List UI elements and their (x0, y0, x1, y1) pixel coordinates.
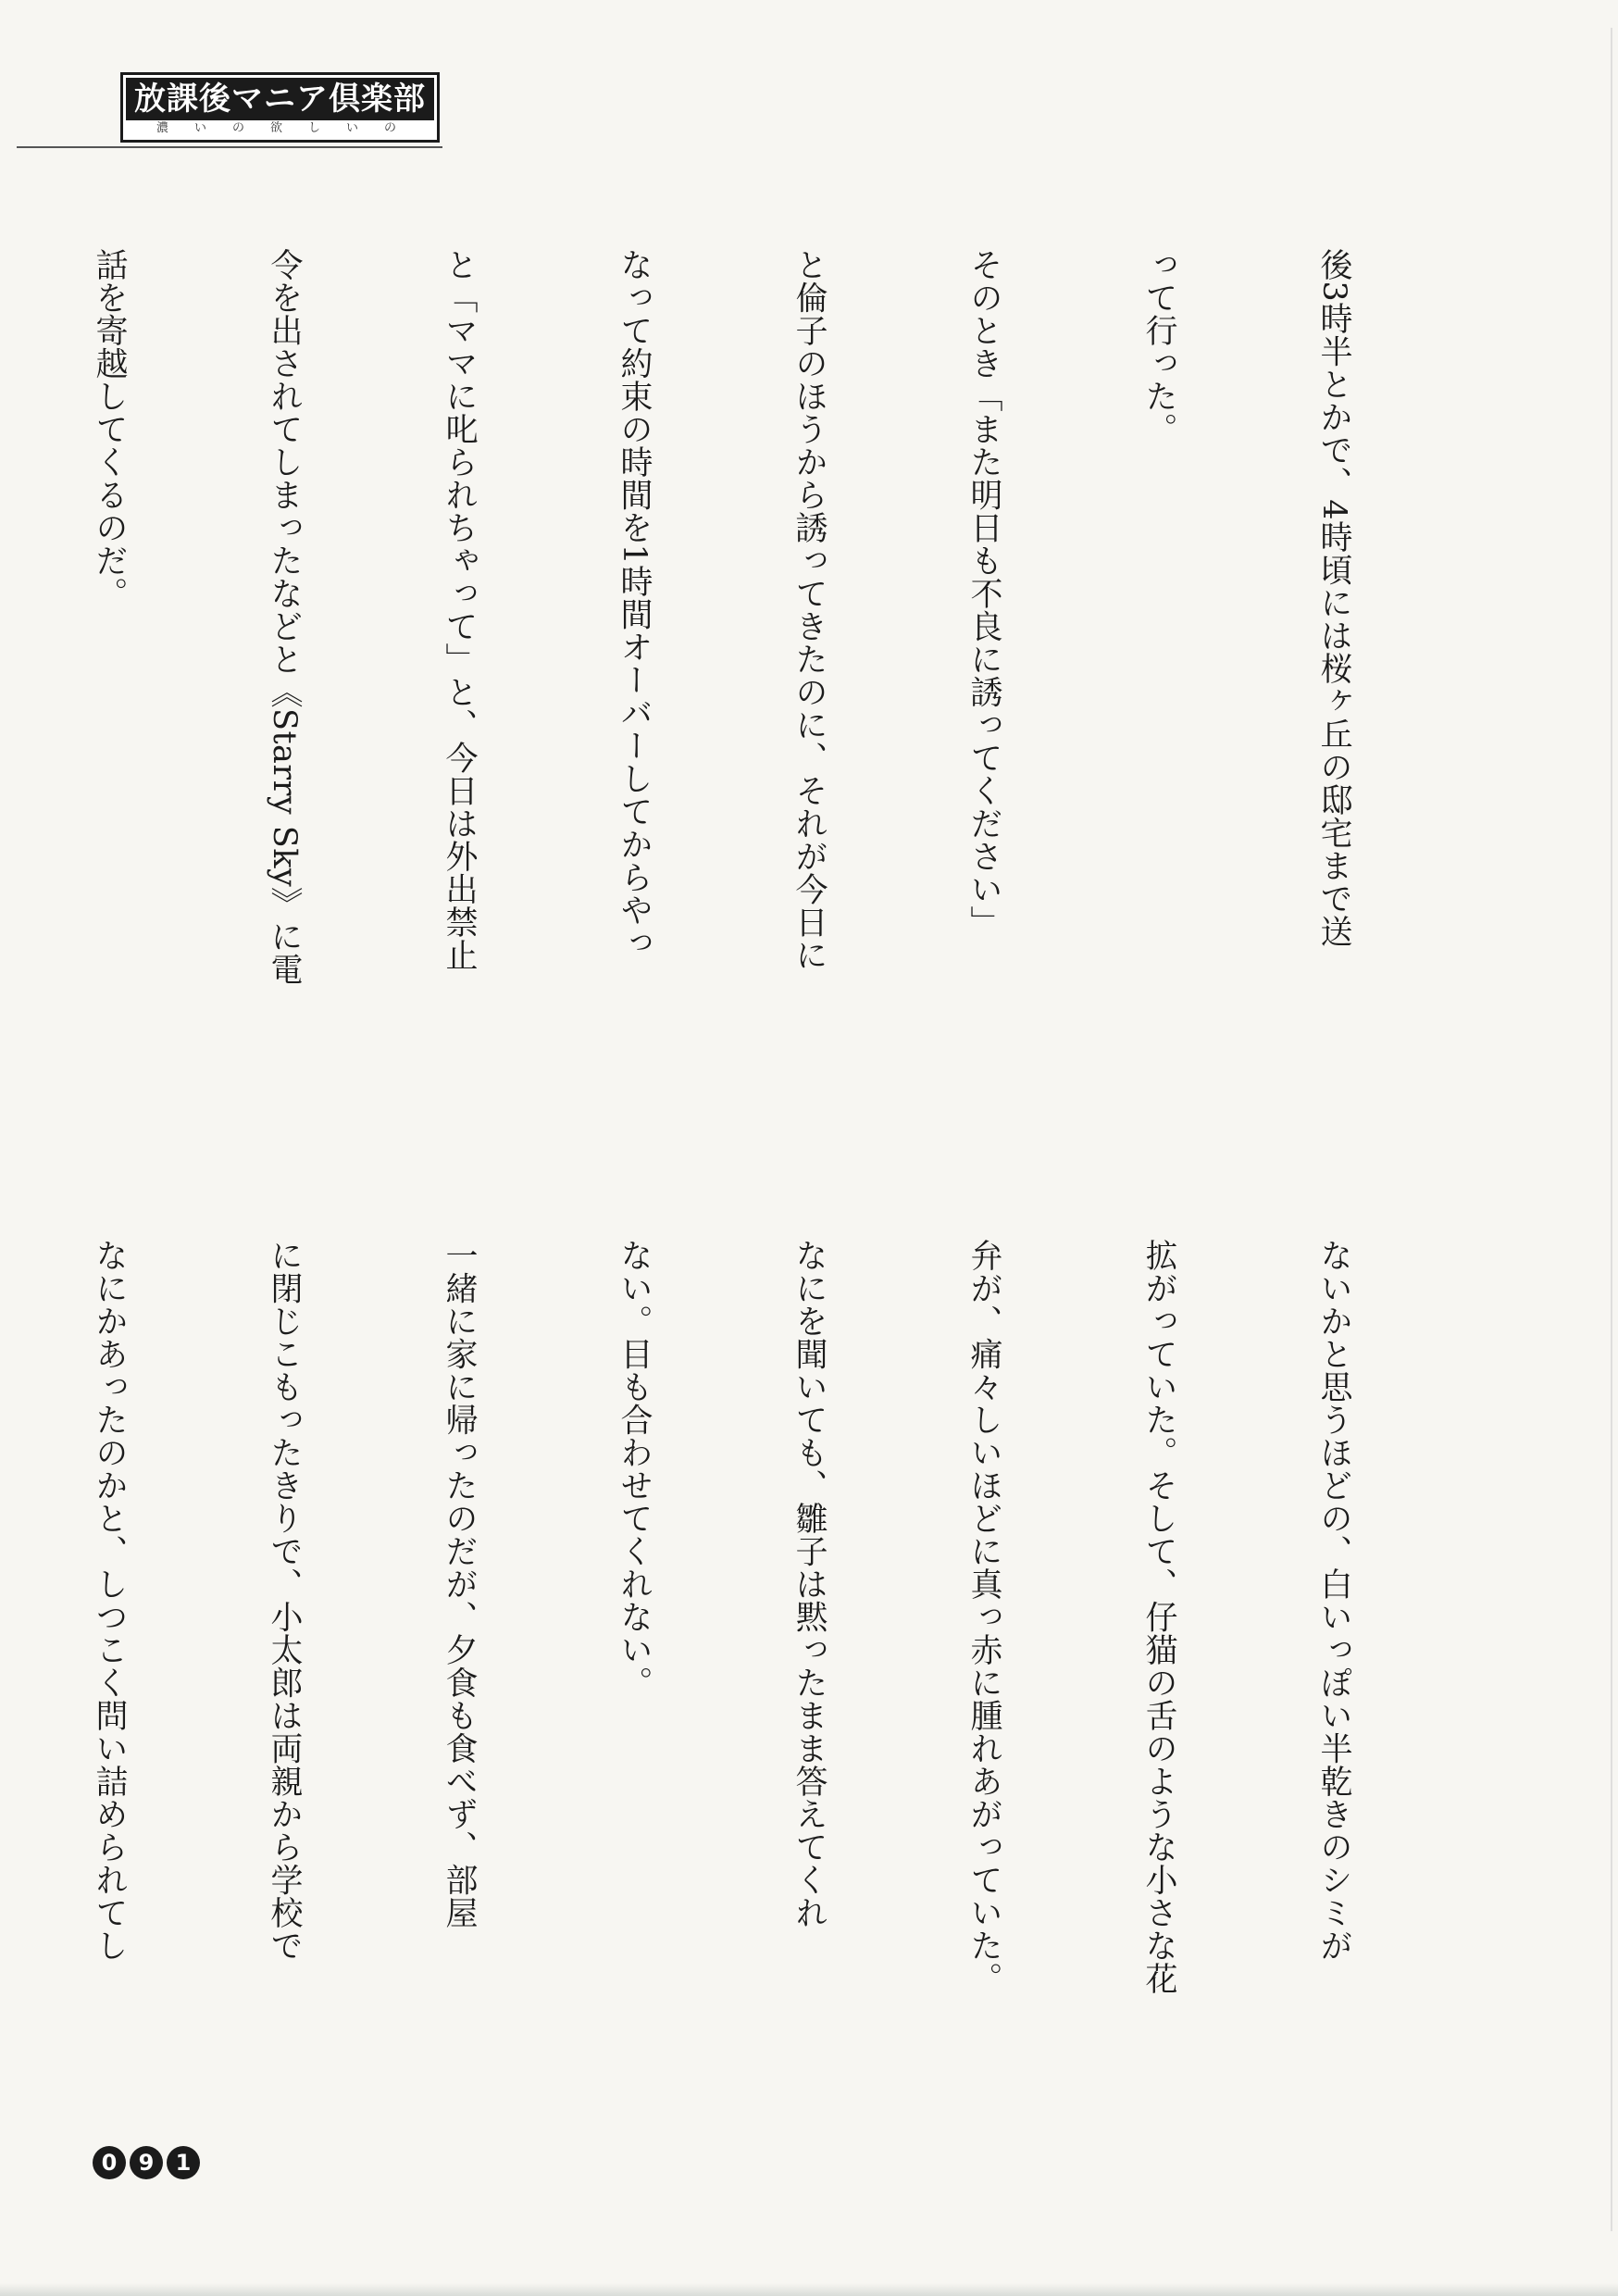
book-title-logo (120, 72, 440, 143)
text-column: なにかあったのかと、しつこく問い詰められてし (91, 1239, 128, 1962)
text-column: なにを聞いても、雛子は黙ったまま答えてくれ (790, 1239, 828, 1929)
text-column: って行った。 (1140, 248, 1177, 445)
book-title: 放課後マニア倶楽部 (126, 78, 434, 120)
page-bottom-edge (0, 2283, 1618, 2296)
text-column: と倫子のほうから誘ってきたのに、それが今日に (790, 248, 828, 971)
book-subtitle: 濃いの欲しいの (156, 121, 422, 135)
page-number-digit: 1 (167, 2146, 200, 2179)
text-column: 令を出されてしまったなどと《Starry Sky》に電 (266, 248, 303, 986)
text-column: 一緒に家に帰ったのだが、夕食も食べず、部屋 (441, 1239, 478, 1929)
page-edge-marks (1583, 28, 1612, 2231)
text-block-bottom (91, 1239, 1479, 2174)
text-column: そのとき「また明日も不良に誘ってください」 (965, 248, 1002, 939)
text-column: と「ママに叱られちゃって」と、今日は外出禁止 (441, 248, 478, 971)
text-column: なって約束の時間を1時間オーバーしてからやっ (616, 248, 653, 960)
text-column: ないかと思うほどの、白いっぽい半乾きのシミが (1315, 1239, 1352, 1962)
page-number (93, 2146, 200, 2179)
text-column: ない。目も合わせてくれない。 (616, 1239, 653, 1699)
text-block-top (91, 248, 1479, 1183)
header-rule (17, 146, 442, 148)
page-number-digit: 0 (93, 2146, 126, 2179)
text-column: 拡がっていた。そして、仔猫の舌のような小さな花 (1140, 1239, 1177, 1995)
text-column: 話を寄越してくるのだ。 (91, 248, 128, 610)
text-column: 弁が、痛々しいほどに真っ赤に腫れあがっていた。 (965, 1239, 1002, 1995)
text-column: 後3時半とかで、4時頃には桜ヶ丘の邸宅まで送 (1315, 248, 1352, 948)
page-number-digit: 9 (130, 2146, 163, 2179)
text-column: に閉じこもったきりで、小太郎は両親から学校で (266, 1239, 303, 1962)
